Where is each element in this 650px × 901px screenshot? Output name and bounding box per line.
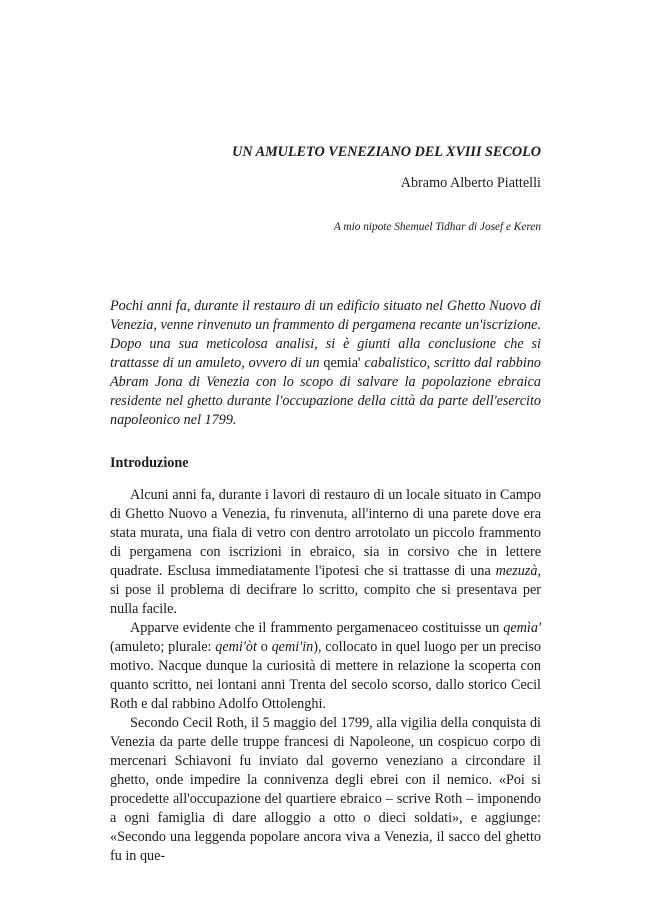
p1-text-a: Alcuni anni fa, durante i lavori di restauro di un locale situato in Campo di Ghetto Nuovo a Venezia, fu rinvenuta, all'interno di una parete dove era stata murata, una fiala di vetro con dentro arrotolato un piccolo frammento di pergamena con iscrizioni in ebraico, sia in corsivo che in lettere quadrate. Esclusa immediatamente l'ipotesi che si trattasse di una bbox=[110, 487, 541, 579]
paragraph-3: Secondo Cecil Roth, il 5 maggio del 1799, alla vigilia della conquista di Venezia da parte delle truppe francesi di Napoleone, un cospicuo corpo di mercenari Schiavoni fu inviato dal governo veneziano a circondare il ghetto, onde impedire la connivenza degli ebrei con il nemico. «Poi si procedette all'occupazione del quartiere ebraico – scrive Roth – imponendo a ogni famiglia di dare alloggio a otto o dieci soldati», e aggiunge: «Secondo una leggenda popolare ancora viva a Venezia, il sacco del ghetto fu in que- bbox=[110, 715, 541, 864]
p2-term-3: qemi'in bbox=[271, 639, 314, 655]
article-title: UN AMULETO VENEZIANO DEL XVIII SECOLO bbox=[232, 144, 541, 160]
p2-term-1: qemìa' bbox=[503, 620, 541, 636]
abstract-text-2: cabalistico, scritto dal rabbino Abram Jona di Venezia con lo scopo di salvare la popolazione ebraica residente nel ghetto durante l'occupazione della città da parte dell'esercito napoleonico nel 1799. bbox=[110, 355, 542, 428]
section-heading: Introduzione bbox=[110, 455, 189, 471]
p1-text-b: , si pose il problema di decifrare lo scritto, compito che si presentava per nulla facile. bbox=[110, 563, 541, 617]
p1-term: mezuzà bbox=[495, 563, 538, 579]
p2-term-2: qemi'òt bbox=[215, 639, 257, 655]
p2-text-d: ), collocato in quel luogo per un preciso motivo. Nacque dunque la curiosità di mettere in relazione la scoperta con quanto scritto, nei lontani anni Trenta del secolo scorso, dallo storico Cecil Roth e dal rabbino Adolfo Ottolenghi. bbox=[110, 639, 542, 712]
author-name: Abramo Alberto Piattelli bbox=[400, 175, 541, 191]
p2-text-b: (amuleto; plurale: bbox=[110, 639, 216, 655]
body-text bbox=[110, 486, 541, 866]
paragraph-1 bbox=[110, 486, 541, 619]
abstract-term: qemia' bbox=[323, 355, 361, 371]
p2-text-a: Apparve evidente che il frammento pergamenaceo costituisse un bbox=[130, 620, 504, 636]
p2-text-c: o bbox=[256, 639, 272, 655]
abstract-text-1: Pochi anni fa, durante il restauro di un edificio situato nel Ghetto Nuovo di Venezia, venne rinvenuto un frammento di pergamena recante un'iscrizione. Dopo una sua meticolosa analisi, si è giunti alla conclusione che si trattasse di un amuleto, ovvero di un bbox=[110, 298, 541, 371]
dedication: A mio nipote Shemuel Tidhar di Josef e Keren bbox=[333, 221, 541, 233]
abstract bbox=[110, 297, 541, 430]
paragraph-2 bbox=[110, 619, 541, 714]
